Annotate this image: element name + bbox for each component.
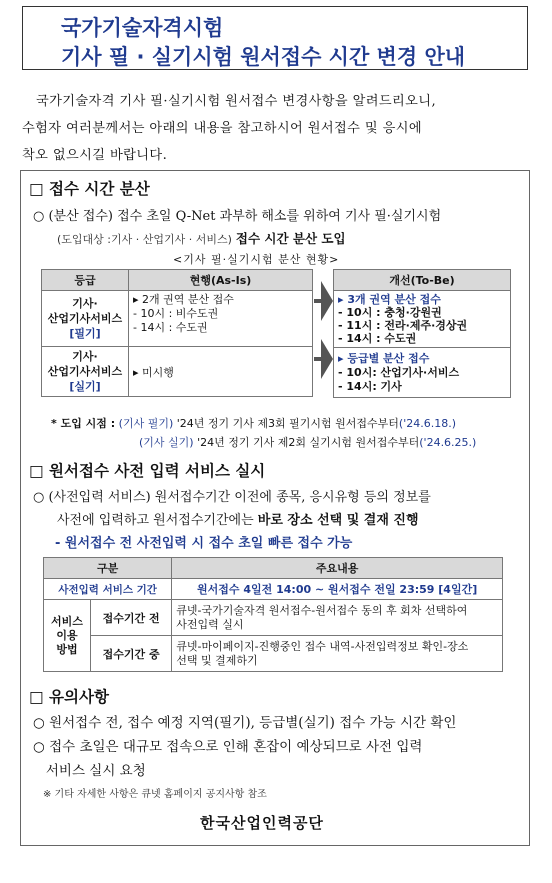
grade-line: 산업기사서비스: [47, 312, 123, 325]
header-current: 현행(As-Is): [129, 270, 313, 291]
before-value: [172, 600, 503, 636]
header-category: 구분: [44, 558, 172, 579]
improved-line: - 14시 : 수도권: [338, 332, 417, 345]
arrow-right-icon: [321, 281, 333, 321]
section1-bullet-text: (분산 접수) 접수 초일 Q-Net 과부하 해소를 위하여 기사 필·실기시험: [48, 209, 442, 224]
table-caption: <기사 필·실기시험 분산 현황>: [173, 253, 340, 266]
title-box: [22, 6, 528, 70]
section1-subline: [57, 229, 346, 247]
current-line: ▸ 미시행: [133, 365, 174, 379]
title-line2: 기사 필 · 실기시험 원서접수 시간 변경 안내: [61, 45, 466, 69]
improved-cell: [334, 348, 511, 398]
target-scope: (도입대상 :기사 · 산업기사 · 서비스): [57, 233, 232, 246]
current-line: - 10시 : 비수도권: [133, 307, 219, 320]
improved-cell: [334, 291, 511, 348]
bullet-mark: ○: [33, 490, 45, 505]
bullet-emphasis: 바로 장소 선택 및 결재 진행: [257, 513, 419, 528]
current-cell: [129, 347, 313, 397]
current-cell: [129, 291, 313, 347]
during-value: [172, 636, 503, 672]
note-date: ('24.6.25.): [419, 436, 477, 449]
target-emphasis: 접수 시간 분산 도입: [235, 231, 346, 246]
intro-line: 국가기술자격 기사 필·실기시험 원서접수 변경사항을 알려드리오니,: [36, 94, 437, 109]
notice-item: ○ 원서접수 전, 접수 예정 지역(필기), 등급별(실기) 접수 가능 시간 확인: [33, 715, 457, 731]
method-label-line: 이용: [56, 628, 78, 642]
intro-paragraph: [22, 88, 534, 169]
grade-line: 산업기사서비스: [47, 365, 123, 378]
improved-line: - 11시 : 전라·제주·경상권: [338, 319, 468, 332]
bullet-text: 사전에 입력하고 원서접수기간에는: [57, 513, 254, 528]
grade-line: 기사·: [72, 350, 98, 363]
grade-cell: [42, 347, 129, 397]
notice-item: 서비스 실시 요청: [33, 763, 146, 779]
during-line: 선택 및 결제하기: [176, 653, 258, 667]
before-line: 큐넷-국가기술자격 원서접수-원서접수 동의 후 회차 선택하여: [176, 603, 468, 617]
bullet-mark: ○: [33, 209, 45, 224]
note-tag: (기사 실기): [139, 436, 194, 449]
period-value: 원서접수 4일전 14:00 ~ 원서접수 전일 23:59 [4일간]: [172, 579, 503, 600]
improved-line: ▸ 등급별 분산 접수: [338, 351, 430, 365]
grade-line: 기사·: [72, 297, 98, 310]
during-line: 큐넷-마이페이지-진행중인 접수 내역-사전입력정보 확인-장소: [176, 639, 469, 653]
grade-tag: [실기]: [69, 380, 101, 393]
current-line: ▸ 2개 권역 분산 접수: [133, 293, 234, 306]
section1-heading: □ 접수 시간 분산: [29, 180, 150, 198]
method-label-line: 서비스: [51, 614, 83, 628]
organization-name: 한국산업인력공단: [200, 814, 324, 832]
period-label: 사전입력 서비스 기간: [44, 579, 172, 600]
improved-table: [333, 269, 511, 398]
improved-line: - 14시: 기사: [338, 379, 402, 393]
section1-bullet: [33, 205, 441, 224]
section2-bullet-line2: [57, 509, 419, 528]
before-line: 사전입력 실시: [176, 617, 244, 631]
intro-line: 착오 없으시길 바랍니다.: [22, 148, 168, 163]
section2-bullet: [33, 486, 431, 505]
grade-cell: [42, 291, 129, 347]
arrow-right-icon: [321, 339, 333, 379]
intro-timing-note: [51, 415, 456, 431]
intro-timing-note2: [139, 434, 476, 450]
note-label: * 도입 시점 :: [51, 417, 116, 430]
improved-line: - 10시: 산업기사·서비스: [338, 365, 460, 379]
header-improved: 개선(To-Be): [334, 270, 511, 291]
during-label: 접수기간 중: [91, 636, 172, 672]
prefill-table: [43, 557, 503, 672]
current-table: [41, 269, 313, 397]
before-label: 접수기간 전: [91, 600, 172, 636]
section3-heading: □ 유의사항: [29, 688, 109, 706]
method-label: [44, 600, 91, 672]
note-tag: (기사 필기): [118, 417, 174, 430]
note-text: '24년 정기 기사 제3회 필기시험 원서접수부터: [176, 417, 399, 430]
method-label-line: 방법: [56, 642, 78, 656]
footnote: ※ 기타 자세한 사항은 큐넷 홈페이지 공지사항 참조: [43, 789, 267, 800]
header-grade: 등급: [42, 270, 129, 291]
title-line1: 국가기술자격시험: [61, 16, 224, 40]
content-frame: [20, 170, 530, 846]
improved-line: - 10시 : 충청·강원권: [338, 306, 442, 319]
header-content: 주요내용: [172, 558, 503, 579]
notice-item: ○ 접수 초일은 대규모 접속으로 인해 혼잡이 예상되므로 사전 입력: [33, 739, 423, 755]
note-date: ('24.6.18.): [398, 417, 456, 430]
current-line: - 14시 : 수도권: [133, 321, 208, 334]
improved-line: ▸ 3개 권역 분산 접수: [338, 293, 441, 306]
note-text: '24년 정기 기사 제2회 실기시험 원서접수부터: [197, 436, 420, 449]
section2-highlight: - 원서접수 전 사전입력 시 접수 초일 빠른 접수 가능: [55, 536, 353, 551]
section2-bullet-text: (사전입력 서비스) 원서접수기간 이전에 종목, 응시유형 등의 정보를: [48, 490, 431, 505]
grade-tag: [필기]: [69, 327, 101, 340]
intro-line: 수험자 여러분께서는 아래의 내용을 참고하시어 원서접수 및 응시에: [22, 121, 423, 136]
section2-heading: □ 원서접수 사전 입력 서비스 실시: [29, 462, 266, 480]
